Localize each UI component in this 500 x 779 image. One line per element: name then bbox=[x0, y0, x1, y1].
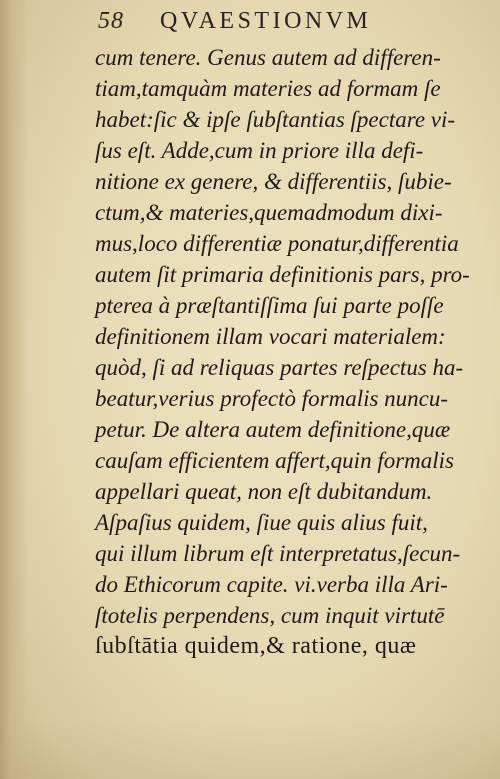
text-line: appellari queat, non eſt dubitandum. bbox=[95, 479, 433, 504]
text-line: autem ſit primaria definitionis pars, pro- bbox=[95, 262, 470, 287]
page-number: 58 bbox=[98, 8, 124, 34]
text-line: habet:ſic & ipſe ſubſtantias ſpectare vi- bbox=[95, 107, 456, 132]
text-line: ctum,& materies,quemadmodum dixi- bbox=[95, 200, 443, 225]
text-line: tiam,tamquàm materies ad formam ſe bbox=[95, 76, 441, 101]
text-line: do Ethicorum capite. vi.verba illa Ari- bbox=[95, 572, 448, 597]
text-line: cauſam efficientem affert,quin formalis bbox=[95, 448, 455, 473]
text-line: ſubſtātia quidem,& ratione, quæ bbox=[95, 633, 417, 659]
text-line: petur. De altera autem definitione,quæ bbox=[95, 417, 451, 442]
text-line: nitione ex genere, & differentiis, ſubie- bbox=[95, 169, 452, 194]
page-shadow bbox=[0, 719, 500, 779]
text-line: quòd, ſi ad reliquas partes reſpectus ha- bbox=[95, 355, 464, 380]
text-line: beatur,verius profectò formalis nuncu- bbox=[95, 386, 449, 411]
text-line: mus,loco differentiæ ponatur,differentia bbox=[95, 231, 459, 256]
text-line: Aſpaſius quidem, ſiue quis alius fuit, bbox=[95, 510, 428, 535]
page-header bbox=[98, 6, 418, 40]
text-line: ſtotelis perpendens, cum inquit virtutē bbox=[95, 603, 445, 628]
text-line: qui illum librum eſt interpretatus,ſecun- bbox=[95, 541, 461, 566]
binding-edge bbox=[0, 0, 28, 779]
text-line: definitionem illam vocari materialem: bbox=[95, 324, 446, 349]
text-line: pterea à præſtantiſſima ſui parte poſſe bbox=[95, 293, 444, 318]
body-text bbox=[95, 42, 475, 662]
text-line: cum tenere. Genus autem ad differen- bbox=[95, 45, 441, 70]
running-head: QVAESTIONVM bbox=[160, 8, 372, 34]
text-line: ſus eſt. Adde,cum in priore illa defi- bbox=[95, 138, 424, 163]
